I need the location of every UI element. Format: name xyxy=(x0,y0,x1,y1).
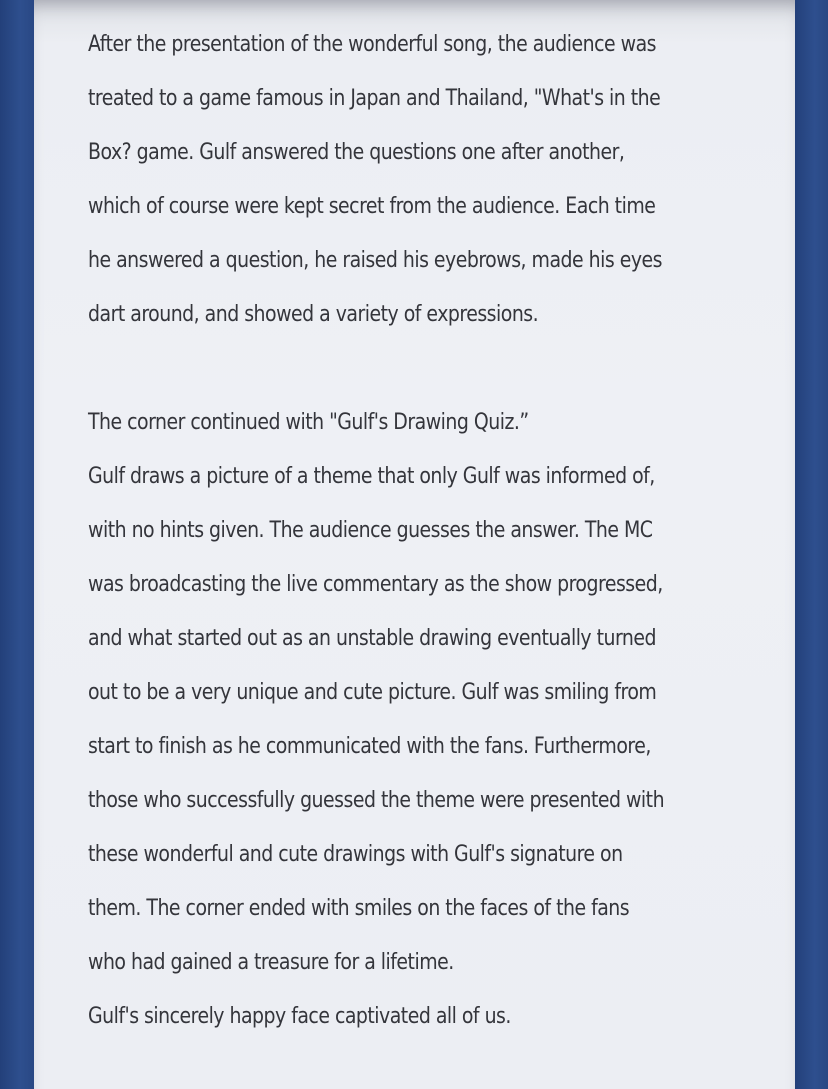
paragraph-2-line-7: start to finish as he communicated with the fans. Furthermore, xyxy=(88,734,651,759)
paragraph-2-line-10: them. The corner ended with smiles on the faces of the fans xyxy=(88,896,630,921)
paragraph-2-line-8: those who successfully guessed the theme were presented with xyxy=(88,788,665,813)
paragraph-2-line-3: with no hints given. The audience guesses the answer. The MC xyxy=(88,518,653,543)
paragraph-2-line-4: was broadcasting the live commentary as the show progressed, xyxy=(88,572,663,597)
paragraph-gap xyxy=(88,342,748,396)
paragraph-2-line-11: who had gained a treasure for a lifetime. xyxy=(88,950,454,975)
left-frame-border xyxy=(0,0,34,1089)
article-text xyxy=(88,18,748,1044)
paragraph-2-line-1: The corner continued with "Gulf's Drawing Quiz.” xyxy=(88,410,529,435)
paragraph-2-line-6: out to be a very unique and cute picture. Gulf was smiling from xyxy=(88,680,657,705)
paragraph-1-line-1: After the presentation of the wonderful song, the audience was xyxy=(88,32,656,57)
paragraph-2-line-2: Gulf draws a picture of a theme that only Gulf was informed of, xyxy=(88,464,655,489)
paragraph-2-line-5: and what started out as an unstable drawing eventually turned xyxy=(88,626,657,651)
paragraph-1-line-3: Box? game. Gulf answered the questions one after another, xyxy=(88,140,625,165)
paragraph-1-line-6: dart around, and showed a variety of expressions. xyxy=(88,302,539,327)
article-card xyxy=(34,0,795,1089)
paragraph-1-line-5: he answered a question, he raised his eyebrows, made his eyes xyxy=(88,248,662,273)
paragraph-1-line-2: treated to a game famous in Japan and Thailand, "What's in the xyxy=(88,86,661,111)
paragraph-2-line-9: these wonderful and cute drawings with Gulf's signature on xyxy=(88,842,623,867)
right-frame-border xyxy=(795,0,828,1089)
paragraph-1-line-4: which of course were kept secret from the audience. Each time xyxy=(88,194,656,219)
paragraph-2-line-12: Gulf's sincerely happy face captivated all of us. xyxy=(88,1004,511,1029)
